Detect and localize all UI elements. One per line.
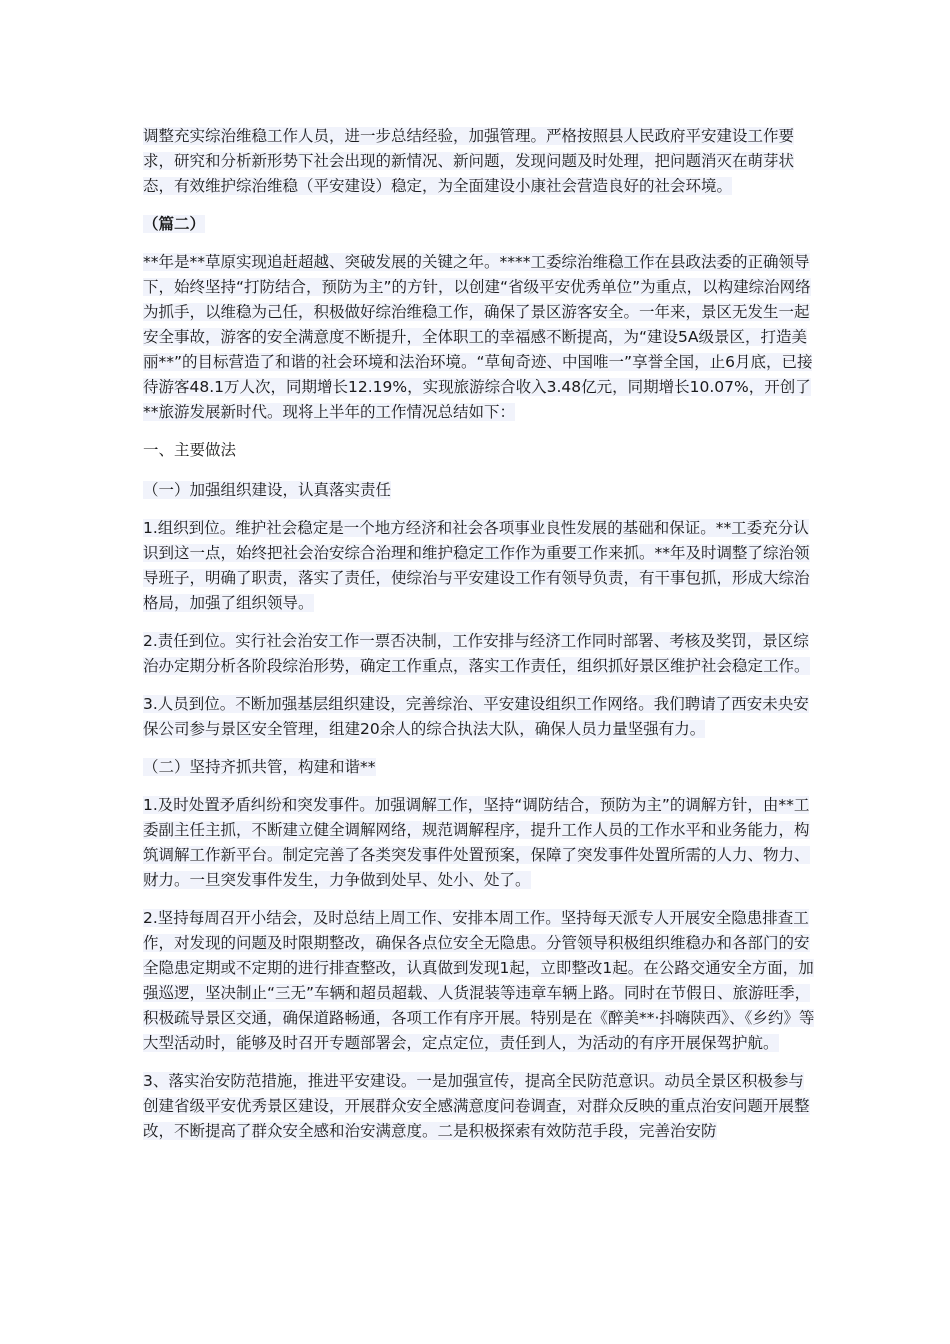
paragraph-organization-text: 1.组织到位。维护社会稳定是一个地方经济和社会各项事业良性发展的基础和保证。**工委充分认识到这一点，始终把社会治安综合治理和维护稳定工作作为重要工作来抓。**年及时调整了综治领导班子，明确了职责，落实了责任，使综治与平安建设工作有领导负责，有干事包抓，形成大综治格局，加强了组织领导。	[143, 519, 810, 612]
intro-paragraph-text: 调整充实综治维稳工作人员，进一步总结经验，加强管理。严格按照县人民政府平安建设工作要求，研究和分析新形势下社会出现的新情况、新问题，发现问题及时处理，把问题消灭在萌芽状态，有效维护综治维稳（平安建设）稳定，为全面建设小康社会营造良好的社会环境。	[143, 127, 795, 195]
subheading-1	[143, 478, 815, 503]
paragraph-organization	[143, 516, 815, 616]
section-title-text: （篇二）	[143, 215, 206, 233]
subheading-2-text: （二）坚持齐抓共管，构建和谐**	[143, 758, 376, 776]
paragraph-security-measures	[143, 1069, 815, 1144]
paragraph-disputes-text: 1.及时处置矛盾纠纷和突发事件。加强调解工作，坚持“调防结合，预防为主”的调解方针，由**工委副主任主抓，不断建立健全调解网络，规范调解程序，提升工作人员的工作水平和业务能力，构筑调解工作新平台。制定完善了各类突发事件处置预案，保障了突发事件处置所需的人力、物力、财力。一旦突发事件发生，力争做到处早、处小、处了。	[143, 796, 810, 889]
paragraph-security-measures-text: 3、落实治安防范措施，推进平安建设。一是加强宣传，提高全民防范意识。动员全景区积极参与创建省级平安优秀景区建设，开展群众安全感满意度问卷调查，对群众反映的重点治安问题开展整改，不断提高了群众安全感和治安满意度。二是积极探索有效防范手段，完善治安防	[143, 1072, 810, 1140]
subheading-2	[143, 755, 815, 780]
paragraph-personnel-text: 3.人员到位。不断加强基层组织建设，完善综治、平安建设组织工作网络。我们聘请了西安未央安保公司参与景区安全管理，组建20余人的综合执法大队，确保人员力量坚强有力。	[143, 695, 809, 738]
intro-paragraph	[143, 124, 815, 199]
subheading-1-text: （一）加强组织建设，认真落实责任	[143, 481, 392, 499]
section-title	[143, 212, 815, 237]
paragraph-responsibility-text: 2.责任到位。实行社会治安工作一票否决制，工作安排与经济工作同时部署、考核及奖罚，景区综治办定期分析各阶段综治形势，确定工作重点，落实工作责任，组织抓好景区维护社会稳定工作。	[143, 632, 810, 675]
main-heading-text: 一、主要做法	[143, 441, 237, 459]
paragraph-responsibility	[143, 629, 815, 679]
document-page	[143, 124, 815, 1157]
overview-paragraph	[143, 250, 815, 425]
paragraph-weekly-meetings	[143, 906, 815, 1056]
main-heading	[143, 438, 815, 463]
paragraph-weekly-meetings-text: 2.坚持每周召开小结会，及时总结上周工作、安排本周工作。坚持每天派专人开展安全隐患排查工作，对发现的问题及时限期整改，确保各点位安全无隐患。分管领导积极组织维稳办和各部门的安全隐患定期或不定期的进行排查整改，认真做到发现1起，立即整改1起。在公路交通安全方面，加强巡逻，坚决制止“三无”车辆和超员超载、人货混装等违章车辆上路。同时在节假日、旅游旺季，积极疏导景区交通，确保道路畅通，各项工作有序开展。特别是在《醉美**·抖嗨陕西》、《乡约》等大型活动时，能够及时召开专题部署会，定点定位，责任到人，为活动的有序开展保驾护航。	[143, 909, 815, 1052]
paragraph-disputes	[143, 793, 815, 893]
overview-paragraph-text: **年是**草原实现追赶超越、突破发展的关键之年。****工委综治维稳工作在县政法委的正确领导下，始终坚持“打防结合，预防为主”的方针，以创建“省级平安优秀单位”为重点，以构建综治网络为抓手，以维稳为己任，积极做好综治维稳工作，确保了景区游客安全。一年来，景区无发生一起安全事故，游客的安全满意度不断提升，全体职工的幸福感不断提高，为“建设5A级景区，打造美丽**”的目标营造了和谐的社会环境和法治环境。“草甸奇迹、中国唯一”享誉全国，止6月底，已接待游客48.1万人次，同期增长12.19%，实现旅游综合收入3.48亿元，同期增长10.07%，开创了**旅游发展新时代。现将上半年的工作情况总结如下：	[143, 253, 813, 421]
paragraph-personnel	[143, 692, 815, 742]
